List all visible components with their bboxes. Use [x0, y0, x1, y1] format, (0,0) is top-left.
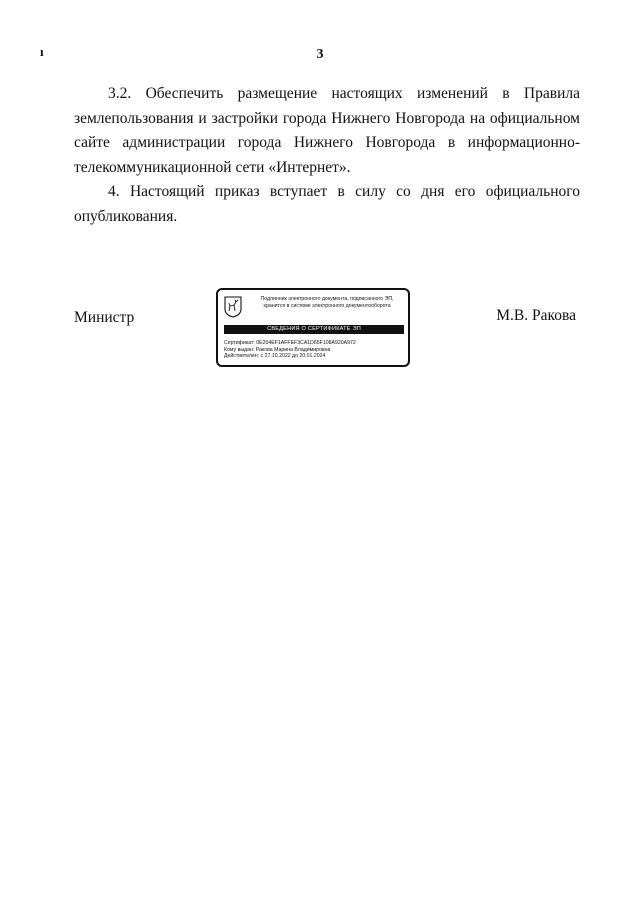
stamp-header [248, 296, 406, 310]
signatory-name: М.В. Ракова [496, 307, 576, 324]
body-text [74, 82, 580, 229]
deer-coat-of-arms-icon [224, 296, 242, 318]
certificate-validity: Действителен: с 27.10.2022 до 20.01.2024 [224, 353, 326, 360]
certificate-info-bar: СВЕДЕНИЯ О СЕРТИФИКАТЕ ЭП [224, 325, 404, 334]
certificate-details [224, 340, 406, 360]
certificate-issued-to: Кому выдан: Ракова Марина Владимировна [224, 346, 331, 353]
stamp-header-line2: хранится в системе электронного документооборота [263, 303, 391, 309]
signatory-title: Министр [74, 309, 135, 326]
paragraph-3-2: 3.2. Обеспечить размещение настоящих изменений в Правила землепользования и застройки города Нижнего Новгорода на официальном сайте администрации города Нижнего Новгорода в информационно-телекоммуникационной сети «Интернет». [74, 85, 580, 176]
paragraph-4: 4. Настоящий приказ вступает в силу со дня его официального опубликования. [74, 183, 580, 225]
certificate-serial: Сертификат: 0E204EF1AFFEF3CA1D65F108A920A972 [224, 340, 356, 346]
stamp-header-line1: Подлинник электронного документа, подписанного ЭП, [260, 296, 394, 302]
signature-block [74, 287, 580, 373]
margin-mark: ı [40, 44, 44, 59]
electronic-signature-stamp [216, 288, 410, 367]
page-number: 3 [316, 47, 324, 62]
